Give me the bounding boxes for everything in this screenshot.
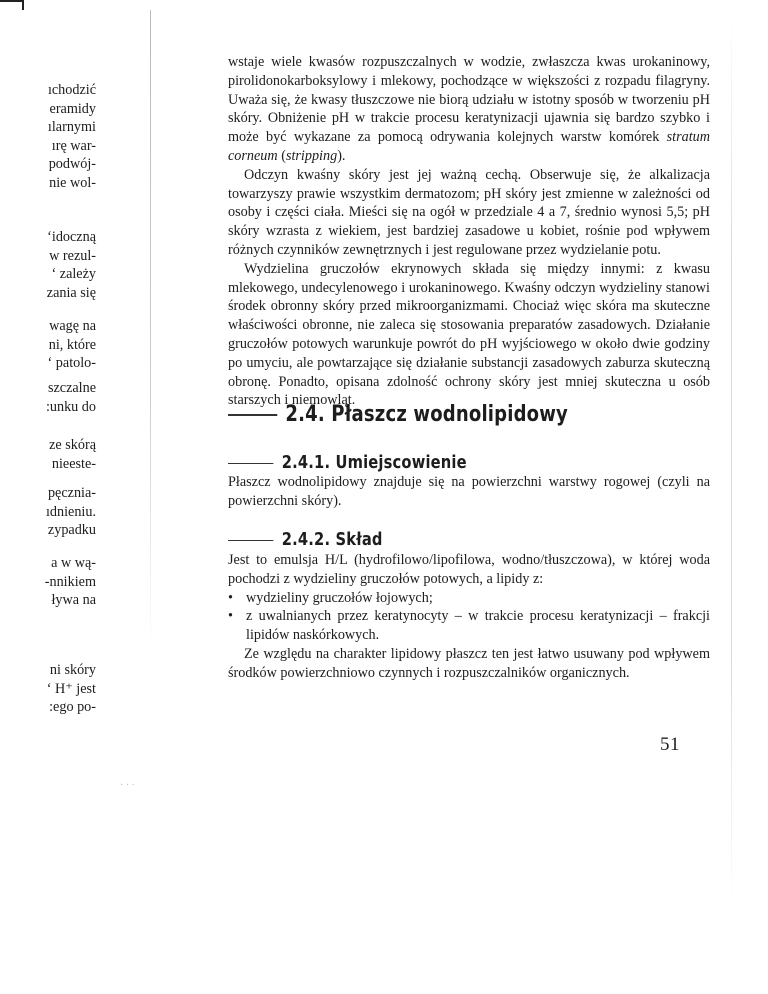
fragment-line: nieeste- <box>51 455 96 472</box>
scan-speck: · · · <box>120 780 135 791</box>
fragment-group-4 <box>46 379 96 416</box>
heading-rule <box>228 463 273 464</box>
subsection-1-paragraph: Płaszcz wodnolipidowy znajduje się na powierzchni warstwy rogowej (czyli na powierzchni skóry). <box>228 474 710 509</box>
list-item: • wydzieliny gruczołów łojowych; <box>228 589 710 608</box>
fragment-group-5 <box>49 436 96 473</box>
lipid-source-list <box>228 589 710 645</box>
body-text-top <box>228 53 710 410</box>
subsection-heading-text: 2.4.1. Umiejscowienie <box>281 453 467 473</box>
fragment-line: a w wą- <box>51 555 96 571</box>
fragment-line: ılarnymi <box>47 119 96 136</box>
fragment-group-2 <box>47 228 96 302</box>
corner-crop-mark <box>0 0 24 10</box>
fragment-group-3 <box>48 317 96 373</box>
subsection-2-intro: Jest to emulsja H/L (hydrofilowo/lipofilowa, wodno/tłuszczowa), w której woda pochodzi z wydzieliny gruczołów potowych, a lipidy z: <box>228 552 710 587</box>
fragment-line: :ego po- <box>49 699 96 716</box>
subsection-heading-text: 2.4.2. Skład <box>281 530 383 550</box>
fragment-line: szczalne <box>47 380 96 396</box>
paragraph-text: ). <box>337 147 346 164</box>
paragraph-2: Odczyn kwaśny skóry jest jej ważną cechą. Obserwuje się, że alkalizacja towarzyszy prawie wszystkim dermatozom; pH skóry jest zmienne w zależności od osoby i części ciała. Mieści się na ogół w przedziale 4 a 7, średnio wynosi 5,5; pH skóry wzrasta z wiekiem, jest bardziej zasadowe u kobiet, rośnie pod wpływem różnych czynników zewnętrznych i jest regulowane przez wydzielanie potu. <box>228 166 710 258</box>
fragment-line: ni skóry <box>49 662 96 678</box>
fragment-line: w rezul- <box>49 247 96 264</box>
fragment-group-1 <box>48 81 96 193</box>
fragment-line: podwój- <box>48 156 96 173</box>
page-edge-shadow <box>731 10 732 910</box>
latin-term: stratum corneum <box>228 129 710 164</box>
fragment-line: zypadku <box>47 522 96 539</box>
heading-rule <box>228 540 273 541</box>
subsection-heading-2 <box>228 530 383 550</box>
fragment-line: ʻidoczną <box>47 229 96 245</box>
list-item: • z uwalnianych przez keratynocyty – w trakcie procesu keratynizacji – frakcji lipidów naskórkowych. <box>228 607 710 645</box>
subsection-heading-1 <box>228 453 467 473</box>
section-heading <box>228 402 568 427</box>
fragment-line: ıchodzić <box>47 82 96 98</box>
fragment-line: ıdnieniu. <box>45 503 96 520</box>
fragment-line: nie wol- <box>49 174 96 191</box>
page-number: 51 <box>660 734 680 755</box>
fragment-line: :unku do <box>45 398 96 415</box>
fragment-line: pęcznia- <box>47 485 96 501</box>
subsection-2-outro: Ze względu na charakter lipidowy płaszcz ten jest łatwo usuwany pod wpływem środków powierzchniowo czynnych i rozpuszczalników organicznych. <box>228 645 710 681</box>
paragraph-text: wstaje wiele kwasów rozpuszczalnych w wodzie, zwłaszcza kwas urokaninowy, pirolidonokarboksylowy i mlekowy, pochodzące w większości z rozpadu filagryny. Uważa się, że kwasy tłuszczowe nie biorą udziału w istotny sposób w tworzeniu pH skóry. Obniżenie pH w trakcie procesu keratynizacji ujawnia się bardzo szybko i może być wykazane za pomocą odrywania kolejnych warstw komórek <box>228 54 710 146</box>
paragraph-text: ( <box>277 147 286 164</box>
fragment-group-8 <box>47 661 96 717</box>
fragment-group-6 <box>46 484 96 540</box>
latin-term: stripping <box>285 147 338 164</box>
fragment-line: ni, które <box>48 336 96 353</box>
fragment-line: eramidy <box>49 100 96 117</box>
paragraph-1 <box>228 53 710 166</box>
heading-rule <box>228 414 277 416</box>
fragment-line: ʻ zależy <box>51 266 96 283</box>
paragraph-3: Wydzielina gruczołów ekrynowych składa się między innymi: z kwasu mlekowego, undecylenowego i urokaninowego. Kwaśny odczyn wydzieliny stanowi środek obronny skóry przed mikroorganizmami. Chociaż więc skóra ma skuteczne właściwości obronne, nie zaleca się stosowania preparatów zasadowych. Działanie gruczołów potowych warunkuje powrót do pH wyjściowego w około dwie godziny po umyciu, ale powtarzające się działanie substancji zasadowych zaburza skuteczną obronę. Ponadto, opisana zdolność ochrony skóry jest mniej skuteczna u osób starszych i niemowląt. <box>228 260 710 409</box>
subsection-2-body <box>228 551 710 683</box>
fragment-line: ʻ patolo- <box>47 355 96 372</box>
section-heading-text: 2.4. Płaszcz wodnolipidowy <box>285 402 568 427</box>
fragment-line: ʻ H⁺ jest <box>46 680 96 697</box>
fragment-line: -nnikiem <box>44 573 96 590</box>
subsection-1-body <box>228 473 710 511</box>
fragment-line: ływa na <box>51 592 96 609</box>
fragment-line: ırę war- <box>51 137 96 154</box>
fragment-line: wagę na <box>49 318 96 334</box>
fragment-line: zania się <box>46 284 96 301</box>
gutter-shadow <box>150 10 151 650</box>
fragment-line: ze skórą <box>49 437 96 453</box>
fragment-group-7 <box>45 554 96 610</box>
